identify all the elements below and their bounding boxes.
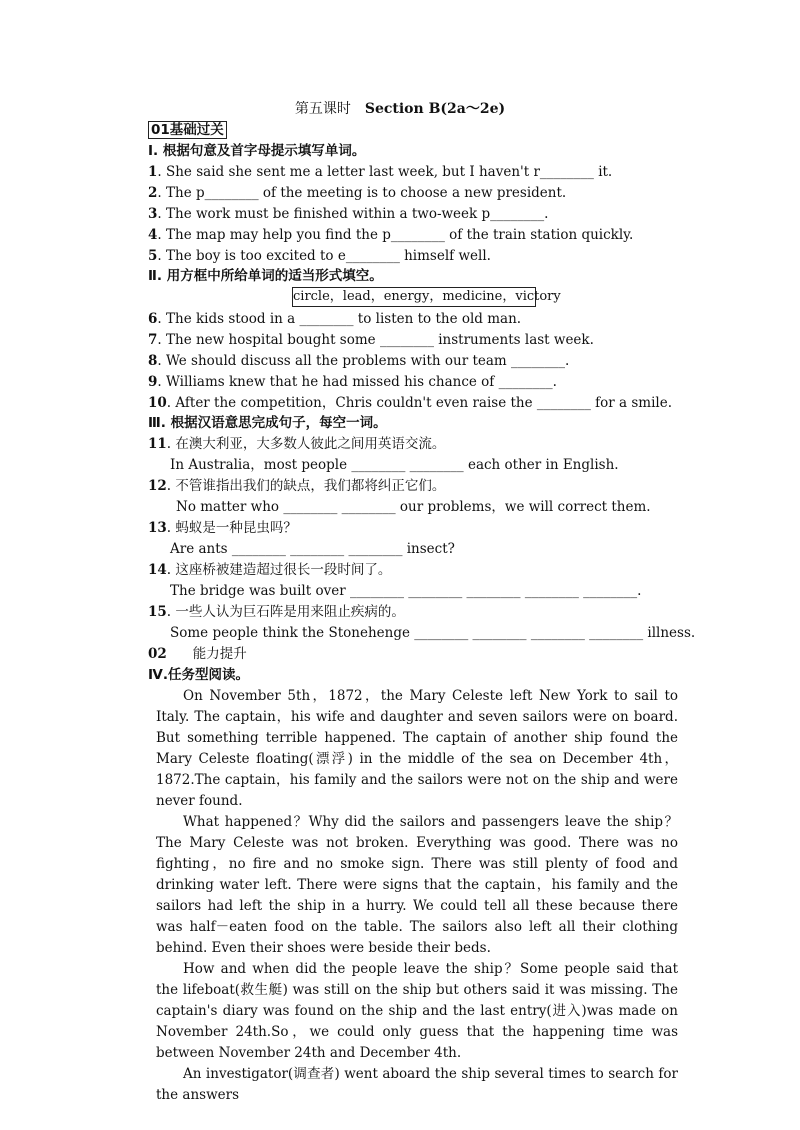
question-15-en: Some people think the Stonehenge ________ ________ ________ ________ illness. xyxy=(170,625,696,641)
question-11-en: In Australia，most people ________ ________ each other in English. xyxy=(170,457,619,473)
question-13-cn: 13. 蚂蚁是一种昆虫吗？ xyxy=(148,520,297,536)
question-12-cn: 12. 不管谁指出我们的缺点，我们都将纠正它们。 xyxy=(148,478,446,494)
part4-badge: 02 能力提升 xyxy=(148,646,247,662)
question-7: 7. The new hospital bought some ________ instruments last week. xyxy=(148,332,594,348)
lesson-label: 第五课时 xyxy=(294,101,351,117)
question-6: 6. The kids stood in a ________ to listen to the old man. xyxy=(148,311,522,327)
passage-paragraph-3: How and when did the people leave the ship？Some people said that the lifeboat(救生艇) was still on the ship but others said it was missing. The captain's diary was found on the ship and the last entry(进入)was made on November 24th.So，we could only guess that the happening time was between November 24th and December 4th. xyxy=(156,961,678,1061)
question-11-cn: 11. 在澳大利亚，大多数人彼此之间用英语交流。 xyxy=(148,436,446,452)
question-14-cn: 14. 这座桥被建造超过很长一段时间了。 xyxy=(148,562,392,578)
part2-heading: Ⅱ. 用方框中所给单词的适当形式填空。 xyxy=(148,268,383,284)
question-3: 3. The work must be finished within a two-week p________. xyxy=(148,206,549,222)
question-2: 2. The p________ of the meeting is to choose a new president. xyxy=(148,185,567,201)
part1-heading: Ⅰ. 根据句意及首字母提示填写单词。 xyxy=(148,143,366,159)
question-8: 8. We should discuss all the problems with our team ________. xyxy=(148,353,570,369)
section-label: Section B(2a～2e) xyxy=(364,101,506,117)
question-5: 5. The boy is too excited to e________ himself well. xyxy=(148,248,491,264)
reading-passage xyxy=(156,686,678,1106)
question-10: 10. After the competition，Chris couldn't even raise the ________ for a smile. xyxy=(148,395,673,411)
question-9: 9. Williams knew that he had missed his chance of ________. xyxy=(148,374,557,390)
passage-paragraph-1: On November 5th，1872，the Mary Celeste left New York to sail to Italy. The captain，his wife and daughter and seven sailors were on board. But something terrible happened. The captain of another ship found the Mary Celeste floating(漂浮) in the middle of the sea on December 4th，1872.The captain，his family and the sailors were not on the ship and were never found. xyxy=(156,688,678,809)
passage-paragraph-4: An investigator(调查者) went aboard the ship several times to search for the answers xyxy=(156,1066,678,1103)
question-4: 4. The map may help you find the p________ of the train station quickly. xyxy=(148,227,634,243)
page-title xyxy=(0,98,800,118)
part3-heading: Ⅲ. 根据汉语意思完成句子，每空一词。 xyxy=(148,415,387,431)
part4-heading: Ⅳ.任务型阅读。 xyxy=(148,667,249,683)
passage-paragraph-2: What happened？Why did the sailors and passengers leave the ship？The Mary Celeste was not broken. Everything was good. There was no fighting，no fire and no smoke sign. There was still plenty of food and drinking water left. There were signs that the captain，his family and the sailors had left the ship in a hurry. We could tell all these because there was half－eaten food on the table. The sailors also left all their clothing behind. Even their shoes were beside their beds. xyxy=(156,814,678,956)
word-bank-box: circle，lead，energy，medicine，victory xyxy=(292,287,536,307)
question-13-en: Are ants ________ ________ ________ insect? xyxy=(170,541,455,557)
question-15-cn: 15. 一些人认为巨石阵是用来阻止疾病的。 xyxy=(148,604,405,620)
question-1: 1. She said she sent me a letter last week, but I haven't r________ it. xyxy=(148,164,613,180)
part1-badge: 01基础过关 xyxy=(148,120,227,140)
question-14-en: The bridge was built over ________ ________ ________ ________ ________. xyxy=(170,583,642,599)
question-12-en: No matter who ________ ________ our problems，we will correct them. xyxy=(176,499,651,515)
